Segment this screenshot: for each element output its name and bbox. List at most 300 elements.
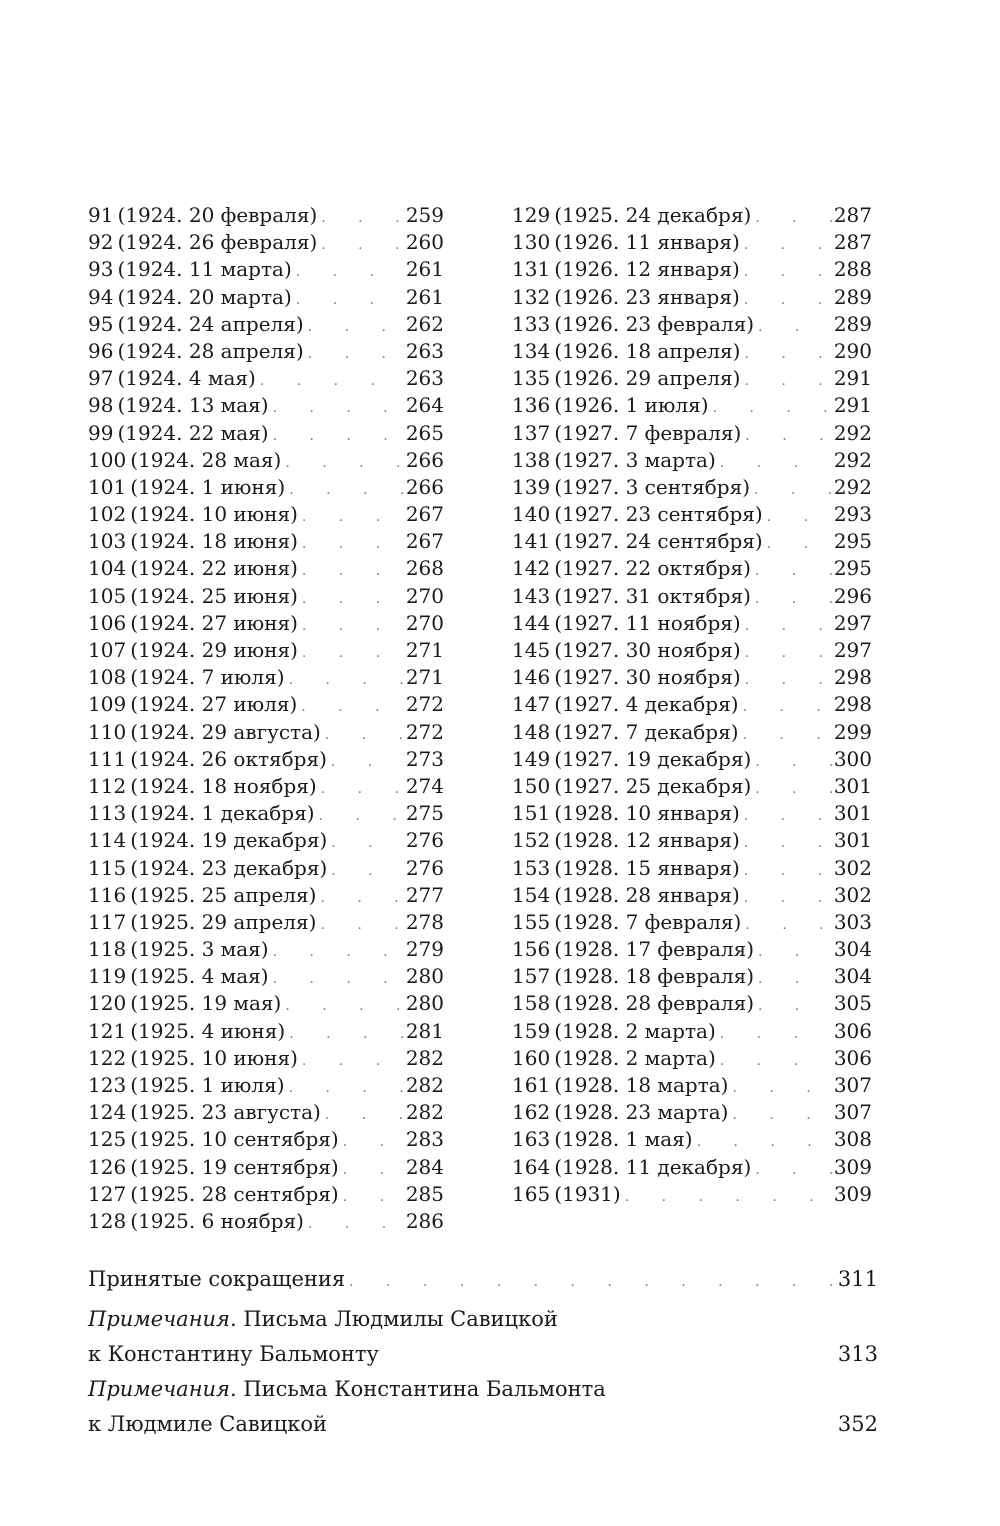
- entry-page-number: 264: [405, 393, 444, 418]
- toc-entry: [88, 691, 444, 718]
- entry-page-number: 287: [833, 230, 872, 255]
- entry-number: 92: [88, 230, 114, 255]
- toc-entry: [88, 1181, 444, 1208]
- dot-leader: [327, 749, 404, 776]
- entry-page-number: 280: [405, 964, 444, 989]
- toc-entry: [512, 447, 872, 474]
- dot-leader: [740, 830, 832, 857]
- toc-entry: [88, 284, 444, 311]
- entry-number: 129: [512, 203, 551, 227]
- entry-date: (1927. 30 ноября): [554, 638, 741, 662]
- entry-page-number: 298: [833, 665, 872, 690]
- entry-date: (1925. 4 июня): [130, 1018, 286, 1043]
- entry-date: (1928. 23 марта): [554, 1100, 729, 1125]
- dot-leader: [728, 1102, 832, 1129]
- entry-page-number: 308: [833, 1127, 872, 1152]
- dot-leader: [740, 368, 832, 395]
- entry-page-number: 280: [405, 991, 444, 1016]
- entry-number: 95: [88, 311, 114, 336]
- entry-date: (1928. 28 января): [554, 882, 740, 907]
- toc-entry: [512, 1126, 872, 1153]
- entry-number: 139: [512, 474, 551, 499]
- notes-balmont-line2: к Людмиле Савицкой: [88, 1412, 327, 1436]
- entry-page-number: 296: [833, 583, 872, 608]
- toc-entry: [512, 1181, 872, 1208]
- entry-number: 134: [512, 338, 551, 363]
- entry-number: 120: [88, 991, 127, 1016]
- toc-entry: [512, 827, 872, 854]
- entry-date: (1925. 25 апреля): [130, 882, 317, 907]
- toc-notes-savitskaya: [88, 1302, 878, 1375]
- toc-entry: [512, 1154, 872, 1181]
- entry-page-number: 277: [405, 882, 444, 907]
- toc-entry: [88, 528, 444, 555]
- entry-page-number: 306: [833, 1045, 872, 1070]
- entry-date: (1927. 31 октября): [554, 583, 751, 608]
- entry-number: 110: [88, 719, 127, 744]
- entry-number: 103: [88, 529, 127, 554]
- entry-page-number: 292: [833, 474, 872, 499]
- entry-page-number: 295: [833, 556, 872, 581]
- entry-date: (1925. 28 сентября): [130, 1181, 339, 1206]
- dot-leader: [298, 531, 404, 558]
- entry-number: 96: [88, 338, 114, 363]
- entry-page-number: 292: [833, 447, 872, 472]
- entry-number: 141: [512, 529, 551, 554]
- entry-date: (1924. 22 июня): [130, 556, 298, 581]
- dot-leader: [298, 504, 404, 531]
- toc-entry: [88, 583, 444, 610]
- dot-leader: [285, 1021, 404, 1048]
- dot-leader: [716, 1048, 832, 1075]
- toc-entry: [88, 311, 444, 338]
- entry-number: 147: [512, 692, 551, 717]
- entry-number: 160: [512, 1045, 551, 1070]
- entry-date: (1924. 24 апреля): [117, 311, 304, 336]
- entry-page-number: 276: [405, 828, 444, 853]
- toc-entry: [512, 392, 872, 419]
- toc-entry: [512, 583, 872, 610]
- entry-number: 150: [512, 773, 551, 798]
- dot-leader: [256, 368, 404, 395]
- entry-date: (1924. 22 мая): [117, 420, 269, 445]
- toc-entry: [88, 909, 444, 936]
- entry-date: (1925. 3 мая): [130, 937, 269, 962]
- entry-page-number: 286: [405, 1208, 444, 1233]
- entry-page-number: 283: [405, 1127, 444, 1152]
- toc-entry: [512, 528, 872, 555]
- dot-leader: [693, 1129, 832, 1156]
- entry-date: (1928. 1 мая): [554, 1127, 693, 1152]
- entry-page-number: 274: [405, 773, 444, 798]
- entry-page-number: 263: [405, 366, 444, 391]
- entry-date: (1926. 29 апреля): [554, 366, 741, 391]
- toc-abbreviations: [88, 1262, 878, 1300]
- entry-page-number: 297: [833, 610, 872, 635]
- toc-entry: [512, 555, 872, 582]
- dot-leader: [297, 694, 404, 721]
- entry-date: (1925. 1 июля): [130, 1073, 285, 1097]
- entry-number: 142: [512, 556, 551, 581]
- entry-page-number: 278: [405, 909, 444, 934]
- dot-leader: [345, 1265, 838, 1300]
- dot-leader: [750, 477, 832, 504]
- entry-date: (1928. 18 марта): [554, 1073, 729, 1097]
- dot-leader: [763, 504, 832, 531]
- entry-page-number: 290: [833, 338, 872, 363]
- entry-page-number: 270: [405, 583, 444, 608]
- entry-date: (1927. 19 декабря): [554, 746, 752, 771]
- entry-date: (1925. 24 декабря): [554, 203, 752, 227]
- entry-number: 144: [512, 610, 551, 635]
- toc-entry: [88, 827, 444, 854]
- dot-leader: [327, 830, 404, 857]
- toc-entry: [512, 474, 872, 501]
- entry-number: 156: [512, 937, 551, 962]
- notes-savitskaya-line1: . Письма Людмилы Савицкой: [229, 1307, 558, 1331]
- entry-date: (1927. 7 февраля): [554, 420, 742, 445]
- entry-page-number: 259: [405, 203, 444, 227]
- entry-number: 126: [88, 1154, 127, 1179]
- entry-date: (1924. 23 декабря): [130, 855, 328, 880]
- entry-number: 159: [512, 1018, 551, 1043]
- toc-entry: [88, 1154, 444, 1181]
- entry-number: 145: [512, 638, 551, 662]
- dot-leader: [321, 1102, 404, 1129]
- entry-date: (1931): [554, 1181, 621, 1206]
- entry-page-number: 281: [405, 1018, 444, 1043]
- entry-number: 138: [512, 447, 551, 472]
- dot-leader: [741, 667, 832, 694]
- entry-page-number: 291: [833, 366, 872, 391]
- entry-number: 162: [512, 1100, 551, 1125]
- entry-page-number: 282: [405, 1100, 444, 1125]
- entry-number: 153: [512, 855, 551, 880]
- dot-leader: [740, 803, 832, 830]
- entry-date: (1924. 1 июня): [130, 474, 286, 499]
- entry-date: (1924. 25 июня): [130, 583, 298, 608]
- entry-date: (1924. 26 февраля): [117, 230, 318, 255]
- dot-leader: [751, 558, 832, 585]
- abbreviations-title: Принятые сокращения: [88, 1267, 346, 1291]
- toc-entry: [512, 338, 872, 365]
- entry-page-number: 301: [833, 801, 872, 826]
- entry-page-number: 273: [405, 746, 444, 771]
- notes-savitskaya-page: 313: [837, 1342, 878, 1366]
- toc-entry: [512, 284, 872, 311]
- dot-leader: [739, 694, 832, 721]
- toc-entry: [512, 311, 872, 338]
- entry-page-number: 288: [833, 257, 872, 282]
- entry-number: 116: [88, 882, 127, 907]
- entry-page-number: 262: [405, 311, 444, 336]
- toc-entry: [88, 637, 444, 664]
- entry-number: 112: [88, 773, 127, 798]
- dot-leader: [292, 287, 404, 314]
- entry-number: 117: [88, 909, 127, 934]
- toc-entry: [88, 447, 444, 474]
- entry-number: 140: [512, 502, 551, 527]
- entry-date: (1927. 23 сентября): [554, 502, 763, 527]
- toc-entry: [512, 1045, 872, 1072]
- entry-date: (1925. 10 июня): [130, 1045, 298, 1070]
- entry-page-number: 282: [405, 1073, 444, 1097]
- toc-entry: [88, 1126, 444, 1153]
- entry-page-number: 289: [833, 284, 872, 309]
- dot-leader: [269, 423, 404, 450]
- entry-date: (1925. 6 ноября): [130, 1208, 304, 1233]
- dot-leader: [740, 885, 832, 912]
- entry-date: (1924. 1 декабря): [130, 801, 315, 826]
- dot-leader: [298, 1048, 404, 1075]
- entry-number: 105: [88, 583, 127, 608]
- dot-leader: [728, 1075, 832, 1102]
- entry-number: 109: [88, 692, 127, 717]
- entry-number: 137: [512, 420, 551, 445]
- dot-leader: [339, 1184, 404, 1211]
- entry-page-number: 263: [405, 338, 444, 363]
- entry-date: (1924. 26 октября): [130, 746, 327, 771]
- dot-leader: [316, 912, 404, 939]
- entry-page-number: 271: [405, 665, 444, 690]
- dot-leader: [741, 912, 832, 939]
- entry-date: (1928. 15 января): [554, 855, 740, 880]
- entry-page-number: 292: [833, 420, 872, 445]
- entry-page-number: 289: [833, 311, 872, 336]
- dot-leader: [741, 613, 832, 640]
- entry-date: (1926. 11 января): [554, 230, 740, 255]
- entry-number: 127: [88, 1181, 127, 1206]
- entry-number: 106: [88, 610, 127, 635]
- entry-page-number: 309: [833, 1154, 872, 1179]
- entry-page-number: 275: [405, 801, 444, 826]
- entry-number: 102: [88, 502, 127, 527]
- entry-number: 121: [88, 1018, 127, 1043]
- entry-page-number: 282: [405, 1045, 444, 1070]
- entry-date: (1928. 7 февраля): [554, 909, 742, 934]
- entry-date: (1925. 10 сентября): [130, 1127, 339, 1152]
- toc-entry: [88, 420, 444, 447]
- toc-entry: [88, 882, 444, 909]
- entry-number: 131: [512, 257, 551, 282]
- toc-entry: [88, 202, 444, 229]
- entry-number: 101: [88, 474, 127, 499]
- dot-leader: [740, 232, 832, 259]
- entry-page-number: 307: [833, 1100, 872, 1125]
- entry-number: 115: [88, 855, 127, 880]
- entry-page-number: 276: [405, 855, 444, 880]
- entry-number: 122: [88, 1045, 127, 1070]
- entry-number: 93: [88, 257, 114, 282]
- entry-page-number: 306: [833, 1018, 872, 1043]
- entry-page-number: 297: [833, 638, 872, 662]
- dot-leader: [739, 722, 832, 749]
- dot-leader: [741, 640, 832, 667]
- entry-page-number: 272: [405, 692, 444, 717]
- toc-entry: [512, 909, 872, 936]
- entry-date: (1927. 30 ноября): [554, 665, 741, 690]
- entry-number: 113: [88, 801, 127, 826]
- entry-date: (1928. 2 марта): [554, 1018, 716, 1043]
- entry-page-number: 300: [833, 746, 872, 771]
- dot-leader: [327, 858, 404, 885]
- dot-leader: [304, 314, 404, 341]
- entry-number: 149: [512, 746, 551, 771]
- entry-date: (1926. 18 апреля): [554, 338, 741, 363]
- entry-page-number: 266: [405, 474, 444, 499]
- entry-number: 108: [88, 665, 127, 690]
- dot-leader: [317, 205, 404, 232]
- entry-number: 132: [512, 284, 551, 309]
- dot-leader: [269, 966, 404, 993]
- notes-savitskaya-italic: Примечания: [88, 1307, 230, 1331]
- toc-entry: [88, 963, 444, 990]
- dot-leader: [751, 776, 832, 803]
- entry-number: 161: [512, 1073, 551, 1097]
- entry-date: (1927. 7 декабря): [554, 719, 739, 744]
- entry-date: (1924. 20 февраля): [117, 203, 318, 227]
- entry-date: (1925. 19 сентября): [130, 1154, 339, 1179]
- entry-date: (1924. 10 июня): [130, 502, 298, 527]
- entry-page-number: 271: [405, 638, 444, 662]
- toc-entry: [512, 882, 872, 909]
- entry-page-number: 307: [833, 1073, 872, 1097]
- entry-date: (1927. 11 ноября): [554, 610, 741, 635]
- dot-leader: [763, 531, 832, 558]
- toc-entry: [512, 691, 872, 718]
- entry-number: 97: [88, 366, 114, 391]
- dot-leader: [709, 395, 832, 422]
- toc-entry: [512, 990, 872, 1017]
- dot-leader: [298, 613, 404, 640]
- entry-number: 152: [512, 828, 551, 853]
- entry-date: (1928. 18 февраля): [554, 964, 755, 989]
- entry-number: 111: [88, 746, 127, 771]
- dot-leader: [740, 287, 832, 314]
- entry-date: (1924. 27 июня): [130, 610, 298, 635]
- toc-entry: [512, 1099, 872, 1126]
- entry-number: 163: [512, 1127, 551, 1152]
- toc-entry: [512, 229, 872, 256]
- entry-date: (1928. 10 января): [554, 801, 740, 826]
- dot-leader: [285, 1075, 404, 1102]
- entry-number: 94: [88, 284, 114, 309]
- toc-entry: [512, 773, 872, 800]
- toc-entry: [88, 229, 444, 256]
- entry-page-number: 261: [405, 257, 444, 282]
- dot-leader: [621, 1184, 832, 1211]
- notes-savitskaya-line2: к Константину Бальмонту: [88, 1342, 379, 1366]
- toc-entry: [512, 664, 872, 691]
- entry-number: 98: [88, 393, 114, 418]
- dot-leader: [298, 640, 404, 667]
- entry-date: (1925. 4 мая): [130, 964, 269, 989]
- toc-right-column: [512, 202, 872, 1208]
- toc-entry: [88, 1072, 444, 1099]
- entry-number: 148: [512, 719, 551, 744]
- dot-leader: [751, 1157, 832, 1184]
- entry-number: 155: [512, 909, 551, 934]
- notes-balmont-italic: Примечания: [88, 1377, 230, 1401]
- entry-page-number: 302: [833, 882, 872, 907]
- toc-entry: [512, 637, 872, 664]
- entry-date: (1924. 29 июня): [130, 638, 298, 662]
- entry-page-number: 301: [833, 773, 872, 798]
- entry-number: 104: [88, 556, 127, 581]
- entry-date: (1924. 4 мая): [117, 366, 256, 391]
- entry-date: (1926. 1 июля): [554, 393, 709, 418]
- toc-entry: [88, 610, 444, 637]
- entry-number: 118: [88, 937, 127, 962]
- toc-entry: [512, 610, 872, 637]
- dot-leader: [317, 232, 404, 259]
- toc-entry: [512, 936, 872, 963]
- entry-number: 107: [88, 638, 127, 662]
- entry-date: (1924. 28 мая): [130, 447, 282, 472]
- dot-leader: [339, 1157, 404, 1184]
- entry-page-number: 301: [833, 828, 872, 853]
- entry-number: 154: [512, 882, 551, 907]
- dot-leader: [740, 341, 832, 368]
- entry-date: (1927. 4 декабря): [554, 692, 739, 717]
- dot-leader: [316, 885, 404, 912]
- entry-number: 133: [512, 311, 551, 336]
- entry-date: (1927. 24 сентября): [554, 529, 763, 554]
- toc-entry: [512, 800, 872, 827]
- entry-page-number: 305: [833, 991, 872, 1016]
- dot-leader: [751, 749, 832, 776]
- dot-leader: [716, 1021, 832, 1048]
- entry-page-number: 265: [405, 420, 444, 445]
- entry-number: 158: [512, 991, 551, 1016]
- entry-date: (1927. 22 октября): [554, 556, 751, 581]
- entry-page-number: 309: [833, 1181, 872, 1206]
- entry-page-number: 304: [833, 964, 872, 989]
- toc-entry: [88, 474, 444, 501]
- toc-entry: [88, 746, 444, 773]
- entry-number: 125: [88, 1127, 127, 1152]
- entry-date: (1924. 7 июля): [130, 665, 285, 690]
- entry-date: (1925. 29 апреля): [130, 909, 317, 934]
- toc-entry: [88, 773, 444, 800]
- entry-date: (1928. 17 февраля): [554, 937, 755, 962]
- toc-entry: [88, 1208, 444, 1235]
- dot-leader: [751, 586, 832, 613]
- entry-date: (1924. 18 ноября): [130, 773, 317, 798]
- toc-entry: [512, 855, 872, 882]
- entry-date: (1928. 2 марта): [554, 1045, 716, 1070]
- entry-date: (1925. 19 мая): [130, 991, 282, 1016]
- entry-date: (1927. 3 сентября): [554, 474, 750, 499]
- entry-date: (1926. 12 января): [554, 257, 740, 282]
- entry-page-number: 270: [405, 610, 444, 635]
- toc-entry: [88, 800, 444, 827]
- entry-page-number: 295: [833, 529, 872, 554]
- toc-entry: [88, 855, 444, 882]
- entry-number: 157: [512, 964, 551, 989]
- dot-leader: [754, 314, 832, 341]
- abbreviations-page: 311: [837, 1267, 878, 1291]
- entry-page-number: 285: [405, 1181, 444, 1206]
- entry-date: (1924. 29 августа): [130, 719, 321, 744]
- dot-leader: [339, 1129, 404, 1156]
- entry-date: (1927. 25 декабря): [554, 773, 752, 798]
- dot-leader: [317, 776, 404, 803]
- dot-leader: [298, 586, 404, 613]
- toc-entry: [512, 501, 872, 528]
- entry-number: 99: [88, 420, 114, 445]
- entry-date: (1926. 23 января): [554, 284, 740, 309]
